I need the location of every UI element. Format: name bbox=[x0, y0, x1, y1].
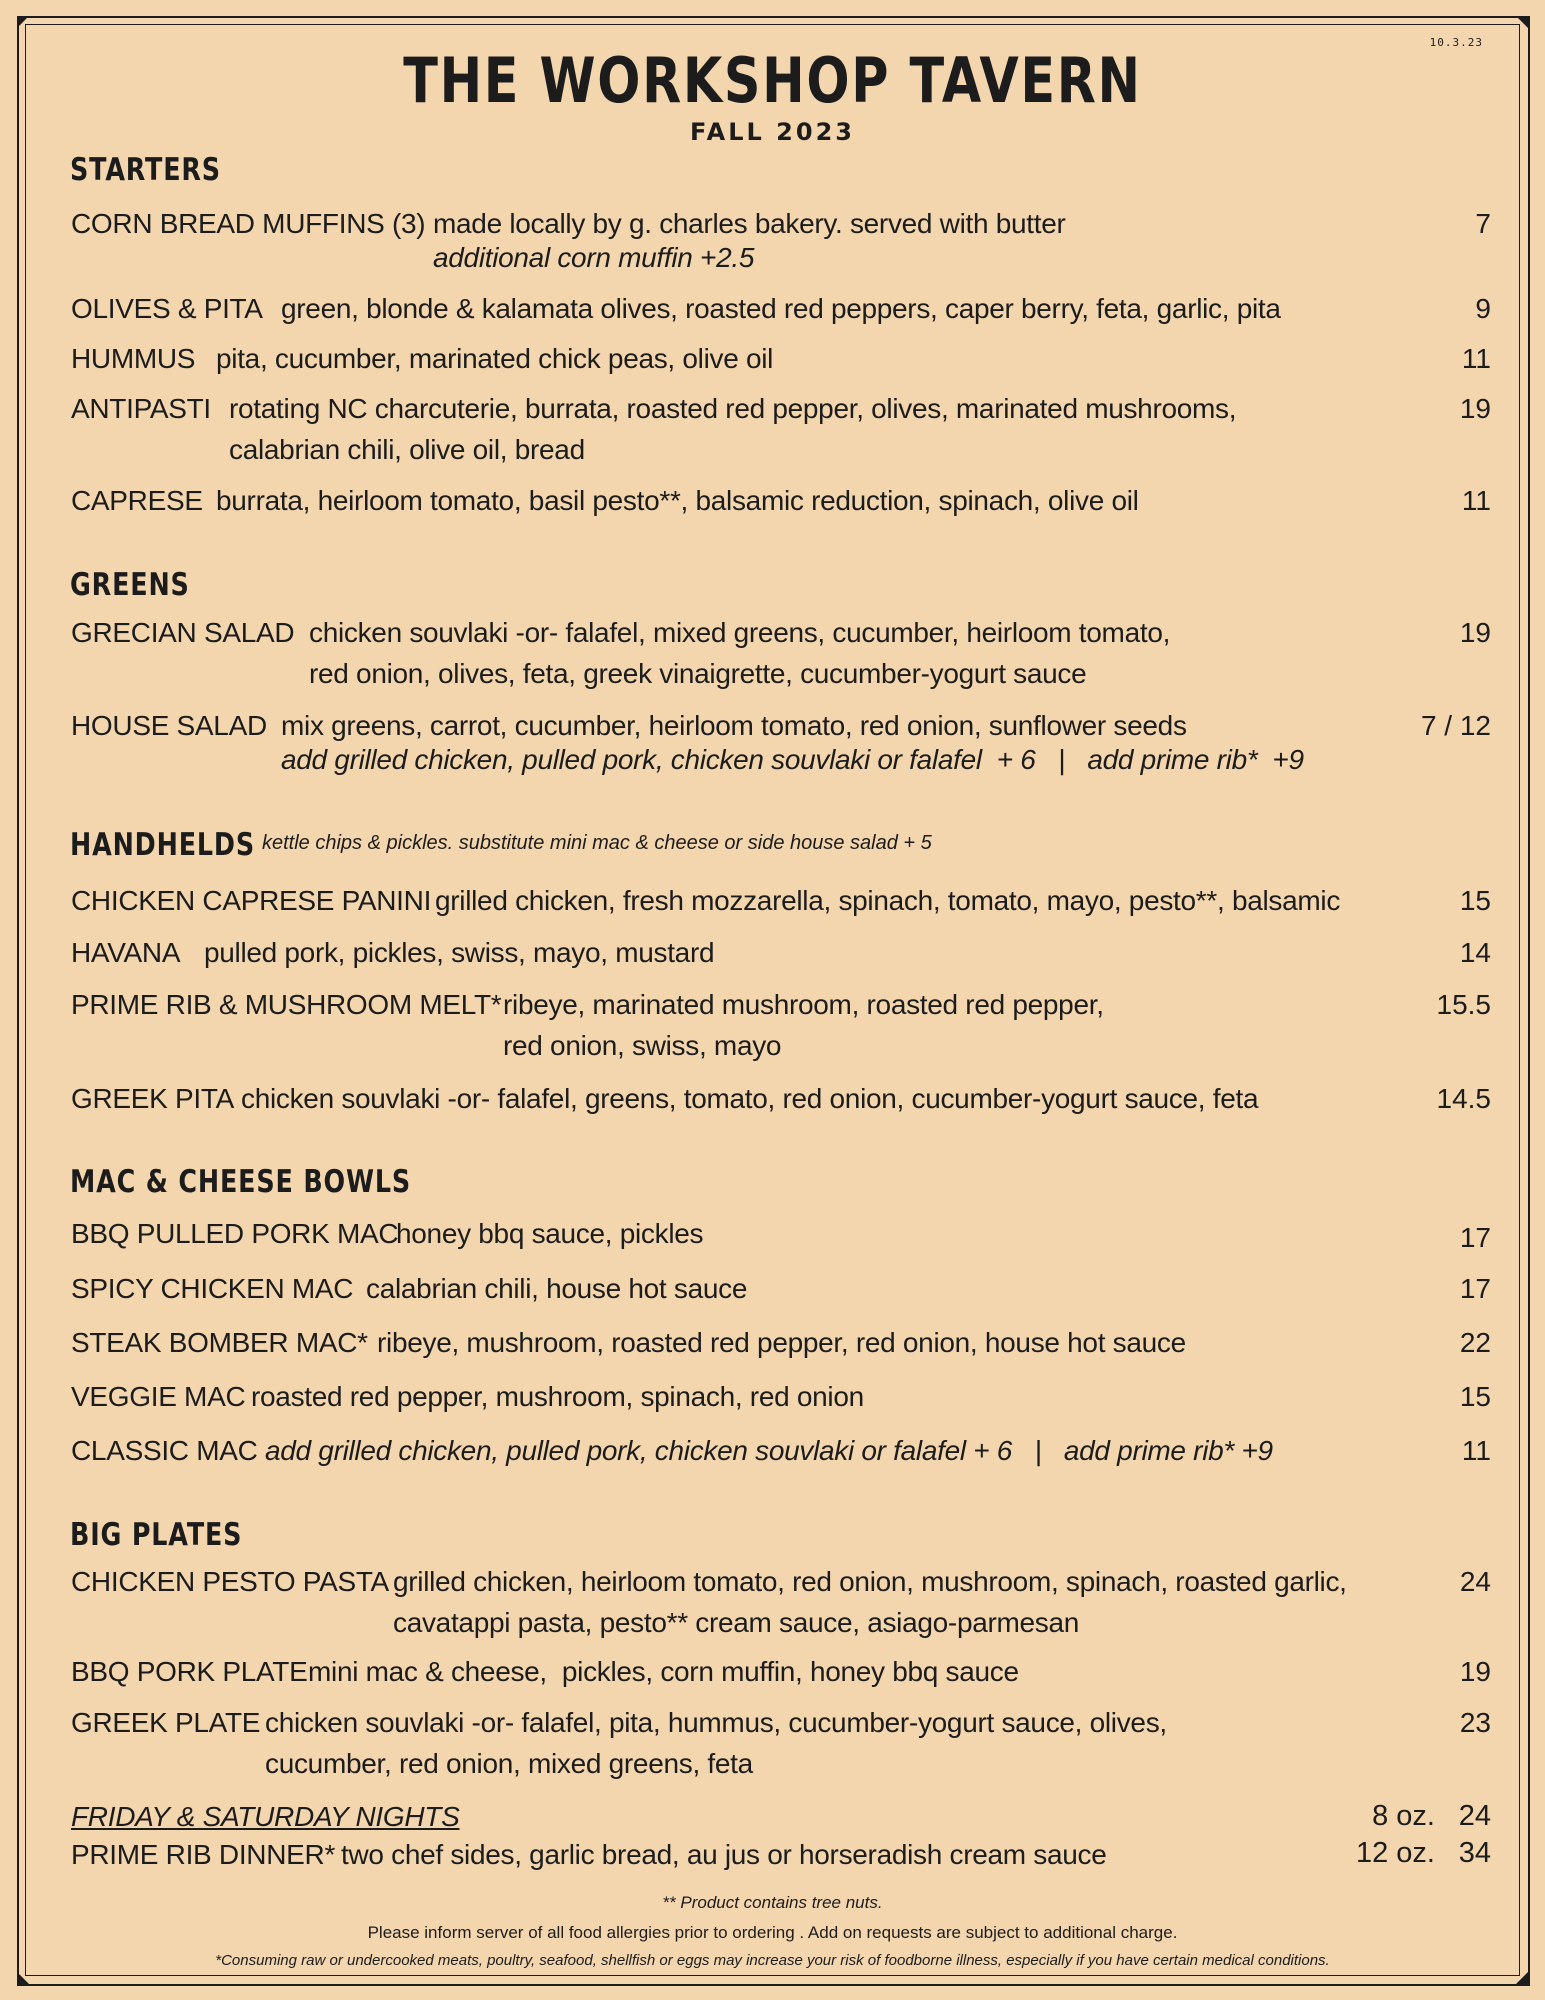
item-name: CORN BREAD MUFFINS (3) bbox=[71, 208, 426, 239]
item-description-line: calabrian chili, olive oil, bread bbox=[229, 434, 585, 465]
item-description: chicken souvlaki -or- falafel, greens, tomato, red onion, cucumber-yogurt sauce, feta bbox=[241, 1083, 1259, 1114]
item-description bbox=[503, 984, 1104, 1066]
item-price: 34 bbox=[1458, 1837, 1491, 1869]
item-addon-note: add grilled chicken, pulled pork, chicken souvlaki or falafel + 6 | add prime rib* +9 bbox=[281, 744, 1304, 775]
section-heading-greens: GREENS bbox=[70, 567, 190, 603]
menu-season: FALL 2023 bbox=[690, 118, 855, 146]
item-price: 15 bbox=[1459, 1381, 1491, 1412]
item-name: PRIME RIB DINNER* bbox=[71, 1839, 336, 1870]
section-heading-big-plates: BIG PLATES bbox=[70, 1517, 243, 1553]
item-description-line: rotating NC charcuterie, burrata, roasted red pepper, olives, marinated mushrooms, bbox=[229, 393, 1237, 424]
item-name: ANTIPASTI bbox=[71, 393, 211, 424]
section-heading-mac-and-cheese: MAC & CHEESE BOWLS bbox=[70, 1164, 411, 1200]
item-addon-note: add grilled chicken, pulled pork, chicken souvlaki or falafel + 6 | add prime rib* +9 bbox=[265, 1435, 1273, 1466]
item-name: CAPRESE bbox=[71, 485, 203, 516]
item-price: 17 bbox=[1459, 1222, 1491, 1253]
item-description-line: mix greens, carrot, cucumber, heirloom tomato, red onion, sunflower seeds bbox=[281, 710, 1187, 741]
item-description bbox=[265, 1702, 1167, 1784]
item-name: PRIME RIB & MUSHROOM MELT* bbox=[71, 989, 502, 1020]
item-price: 22 bbox=[1459, 1327, 1491, 1358]
menu-item bbox=[71, 203, 1491, 283]
item-name: OLIVES & PITA bbox=[71, 293, 263, 324]
item-name: HUMMUS bbox=[71, 343, 196, 374]
item-description: calabrian chili, house hot sauce bbox=[366, 1273, 748, 1304]
item-name: HOUSE SALAD bbox=[71, 710, 267, 741]
menu-item-prime-rib bbox=[71, 1796, 1491, 1886]
tree-nut-notice: ** Product contains tree nuts. bbox=[662, 1893, 883, 1912]
item-description bbox=[393, 1561, 1347, 1643]
item-price: 19 bbox=[1459, 393, 1491, 424]
consumption-warning: *Consuming raw or undercooked meats, poultry, seafood, shellfish or eggs may increase your risk of foodborne illness, especially if you have certain medical conditions. bbox=[215, 1952, 1330, 1969]
restaurant-title: THE WORKSHOP TAVERN bbox=[403, 44, 1142, 117]
item-description-line: red onion, swiss, mayo bbox=[503, 1030, 782, 1061]
section-heading-starters: STARTERS bbox=[70, 152, 221, 188]
portion-size: 8 oz. bbox=[1372, 1800, 1435, 1832]
item-price: 11 bbox=[1461, 343, 1491, 374]
prime-rib-availability: FRIDAY & SATURDAY NIGHTS bbox=[71, 1801, 460, 1832]
item-name: GRECIAN SALAD bbox=[71, 617, 295, 648]
item-price: 24 bbox=[1458, 1800, 1491, 1832]
menu-version-date: 10.3.23 bbox=[1429, 36, 1483, 49]
item-name: CHICKEN CAPRESE PANINI bbox=[71, 885, 432, 916]
item-description-line: cucumber, red onion, mixed greens, feta bbox=[265, 1748, 753, 1779]
item-description: honey bbq sauce, pickles bbox=[396, 1218, 704, 1249]
item-name: BBQ PULLED PORK MAC bbox=[71, 1218, 399, 1249]
item-description: burrata, heirloom tomato, basil pesto**, balsamic reduction, spinach, olive oil bbox=[216, 485, 1139, 516]
item-name: GREEK PLATE bbox=[71, 1707, 261, 1738]
item-price: 14.5 bbox=[1436, 1083, 1491, 1114]
prime-rib-prices bbox=[1356, 1798, 1491, 1872]
item-description: ribeye, mushroom, roasted red pepper, red onion, house hot sauce bbox=[377, 1327, 1186, 1358]
price-row bbox=[1356, 1835, 1491, 1872]
item-name: CLASSIC MAC bbox=[71, 1435, 258, 1466]
item-description bbox=[433, 203, 1066, 278]
item-description: green, blonde & kalamata olives, roasted red peppers, caper berry, feta, garlic, pita bbox=[281, 293, 1281, 324]
item-price: 15.5 bbox=[1436, 989, 1491, 1020]
item-description: two chef sides, garlic bread, au jus or horseradish cream sauce bbox=[341, 1839, 1107, 1870]
item-description-line: ribeye, marinated mushroom, roasted red pepper, bbox=[503, 989, 1104, 1020]
item-price: 9 bbox=[1475, 293, 1491, 324]
item-description-line: grilled chicken, heirloom tomato, red onion, mushroom, spinach, roasted garlic, bbox=[393, 1566, 1347, 1597]
portion-size: 12 oz. bbox=[1355, 1837, 1435, 1869]
item-description-line: made locally by g. charles bakery. served with butter bbox=[433, 208, 1066, 239]
item-price: 19 bbox=[1459, 617, 1491, 648]
price-row bbox=[1356, 1798, 1491, 1835]
item-price: 11 bbox=[1461, 485, 1491, 516]
item-name: SPICY CHICKEN MAC bbox=[71, 1273, 354, 1304]
item-description bbox=[281, 705, 1304, 780]
item-name: CHICKEN PESTO PASTA bbox=[71, 1566, 389, 1597]
item-description: roasted red pepper, mushroom, spinach, red onion bbox=[251, 1381, 864, 1412]
item-price: 17 bbox=[1459, 1273, 1491, 1304]
item-price: 15 bbox=[1459, 885, 1491, 916]
item-description bbox=[229, 388, 1236, 470]
item-description bbox=[309, 612, 1170, 694]
item-price: 23 bbox=[1459, 1707, 1491, 1738]
item-price: 7 / 12 bbox=[1420, 710, 1491, 741]
item-price: 14 bbox=[1459, 937, 1491, 968]
item-price: 19 bbox=[1459, 1656, 1491, 1687]
item-description: pulled pork, pickles, swiss, mayo, mustard bbox=[204, 937, 715, 968]
item-name: STEAK BOMBER MAC* bbox=[71, 1327, 368, 1358]
item-description-line: red onion, olives, feta, greek vinaigrette, cucumber-yogurt sauce bbox=[309, 658, 1087, 689]
item-addon-note: additional corn muffin +2.5 bbox=[433, 242, 755, 273]
item-description-line: chicken souvlaki -or- falafel, pita, hummus, cucumber-yogurt sauce, olives, bbox=[265, 1707, 1167, 1738]
item-price: 11 bbox=[1461, 1435, 1491, 1466]
item-name: HAVANA bbox=[71, 937, 181, 968]
item-name: VEGGIE MAC bbox=[71, 1381, 246, 1412]
section-note: kettle chips & pickles. substitute mini mac & cheese or side house salad + 5 bbox=[262, 832, 932, 854]
item-description: pita, cucumber, marinated chick peas, olive oil bbox=[216, 343, 774, 374]
item-description-line: chicken souvlaki -or- falafel, mixed greens, cucumber, heirloom tomato, bbox=[309, 617, 1171, 648]
item-price: 7 bbox=[1475, 208, 1491, 239]
item-name: BBQ PORK PLATE bbox=[71, 1656, 308, 1687]
item-description: grilled chicken, fresh mozzarella, spinach, tomato, mayo, pesto**, balsamic bbox=[435, 885, 1341, 916]
allergy-notice: Please inform server of all food allergies prior to ordering . Add on requests are subject to additional charge. bbox=[367, 1923, 1178, 1942]
item-name: GREEK PITA bbox=[71, 1083, 234, 1114]
item-description: mini mac & cheese, pickles, corn muffin, honey bbq sauce bbox=[308, 1656, 1019, 1687]
item-description-line: cavatappi pasta, pesto** cream sauce, asiago-parmesan bbox=[393, 1607, 1080, 1638]
item-price: 24 bbox=[1459, 1566, 1491, 1597]
section-heading-handhelds: HANDHELDS bbox=[70, 827, 255, 863]
